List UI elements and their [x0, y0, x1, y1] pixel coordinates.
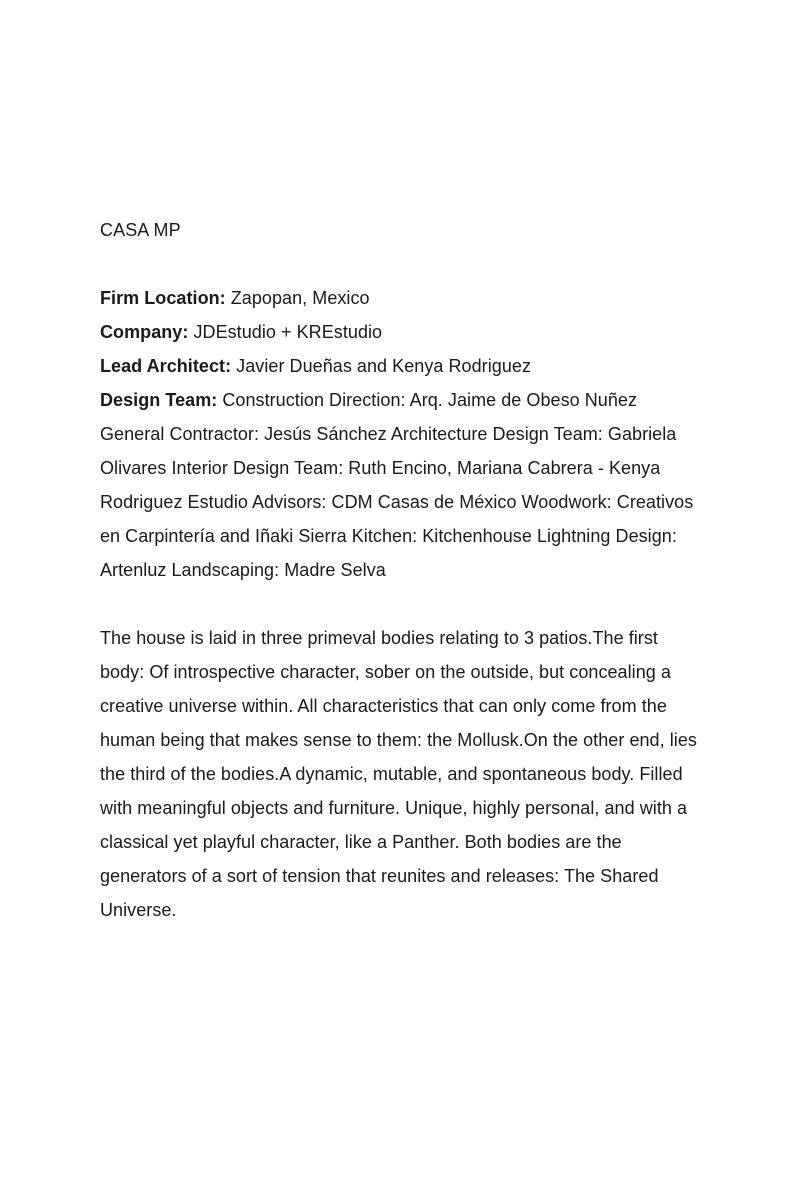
metadata-row-firm-location [100, 281, 698, 315]
document-content [100, 213, 698, 927]
project-credits-block [100, 281, 698, 587]
page-title: CASA MP [100, 220, 181, 240]
spacer-title-metadata [100, 247, 698, 281]
metadata-label: Firm Location: [100, 288, 226, 308]
metadata-value: JDEstudio + KREstudio [193, 322, 383, 342]
project-description-paragraph: The house is laid in three primeval bodies relating to 3 patios.The first body: Of introspective character, sober on the outside, but concealing a creative universe within. All characteristics that can only come from the human being that makes sense to them: the Mollusk.On the other end, lies the third of the bodies.A dynamic, mutable, and spontaneous body. Filled with meaningful objects and furniture. Unique, highly personal, and with a classical yet playful character, like a Panther. Both bodies are the generators of a sort of tension that reunites and releases: The Shared Universe. [100, 628, 697, 920]
metadata-value: Construction Direction: Arq. Jaime de Obeso Nuñez General Contractor: Jesús Sánchez Architecture Design Team: Gabriela Olivares Interior Design Team: Ruth Encino, Mariana Cabrera - Kenya Rodriguez Estudio Advisors: CDM Casas de México Woodwork: Creativos en Carpintería and Iñaki Sierra Kitchen: Kitchenhouse Lightning Design: Artenluz Landscaping: Madre Selva [100, 390, 694, 580]
metadata-row-company [100, 315, 698, 349]
metadata-row-lead-architect [100, 349, 698, 383]
metadata-label: Design Team: [100, 390, 218, 410]
metadata-label: Company: [100, 322, 189, 342]
metadata-value: Javier Dueñas and Kenya Rodriguez [236, 356, 531, 376]
metadata-value: Zapopan, Mexico [230, 288, 370, 308]
spacer-metadata-body [100, 587, 698, 621]
metadata-row-design-team [100, 383, 698, 587]
metadata-label: Lead Architect: [100, 356, 232, 376]
